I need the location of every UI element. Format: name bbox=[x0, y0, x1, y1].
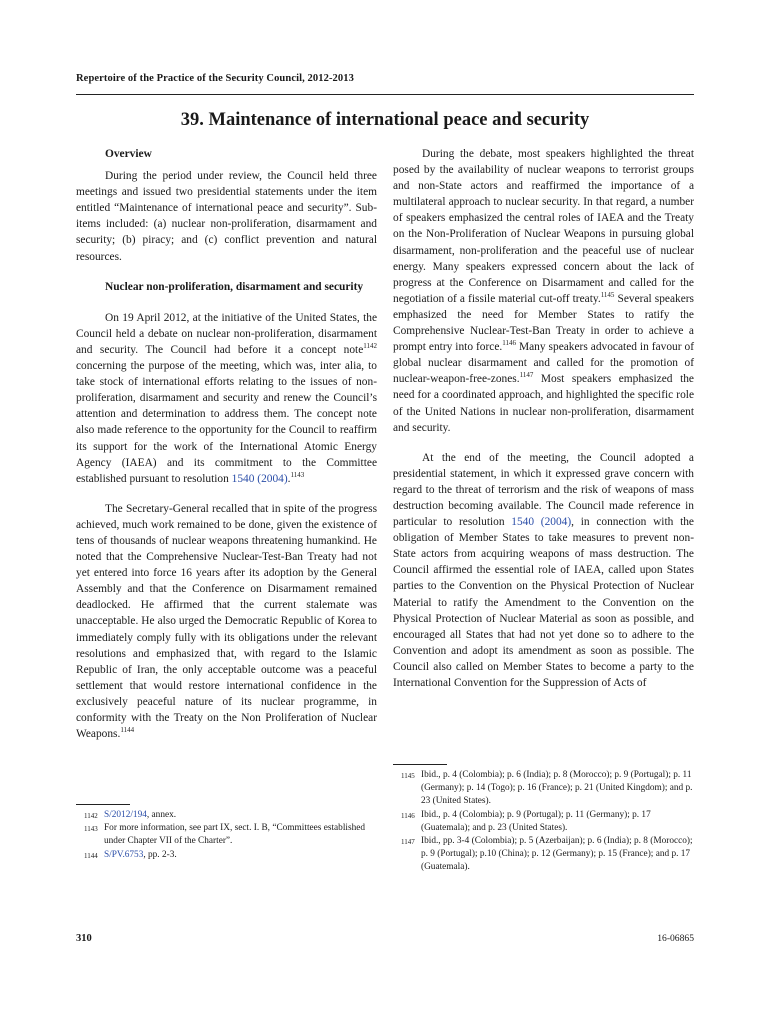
footnote-rule bbox=[76, 804, 130, 805]
footnote-ref-1143[interactable]: 1143 bbox=[290, 470, 305, 479]
chapter-title: 39. Maintenance of international peace and security bbox=[180, 110, 590, 130]
footnotes-right bbox=[393, 764, 694, 875]
footnote-1145: 1145 Ibid., p. 4 (Colombia); p. 6 (India); p. 8 (Morocco); p. 9 (Portugal); p. 11 (Germany); p. 14 (Togo); p. 16 (France); p. 21 (United Kingdom); and p. 23 (United States). bbox=[401, 770, 693, 807]
footnote-ref-1147[interactable]: 1147 bbox=[519, 371, 534, 380]
footnote-ref-1142[interactable]: 1142 bbox=[363, 341, 377, 350]
right-column bbox=[393, 146, 694, 705]
left-column bbox=[76, 146, 377, 756]
footnote-1142: 1142 S/2012/194, annex. bbox=[84, 810, 177, 820]
footnote-1147: 1147 Ibid., pp. 3-4 (Colombia); p. 5 (Azerbaijan); p. 6 (India); p. 8 (Morocco); p. 9 (Portugal); p.10 (China); p. 12 (Germany); p. 15 (France); and p. 17 (Guatemala). bbox=[401, 836, 693, 873]
resolution-1540-link[interactable]: 1540 (2004) bbox=[231, 472, 288, 485]
document-code: 16-06865 bbox=[657, 933, 694, 944]
footnote-1146: 1146 Ibid., p. 4 (Colombia); p. 9 (Portugal); p. 11 (Germany); p. 17 (Guatemala); and p. 23 (United States). bbox=[401, 809, 651, 833]
footnote-rule bbox=[393, 764, 447, 765]
header-rule bbox=[76, 94, 694, 95]
footnote-ref-1146[interactable]: 1146 bbox=[502, 339, 516, 348]
resolution-1540-link[interactable]: 1540 (2004) bbox=[511, 516, 572, 529]
doc-link-s-pv-6753[interactable]: S/PV.6753 bbox=[104, 849, 144, 860]
footnote-1143: 1143 For more information, see part IX, sect. I. B, “Committees established under Chapter VII of the Charter”. bbox=[84, 823, 366, 847]
paragraph-presidential-statement: At the end of the meeting, the Council adopted a presidential statement, in which it expressed grave concern with regard to the threat of terrorism and the risk of weapons of mass destruction becoming available. The Council made reference in particular to resolution 1540 (2004), in connection with the obligation of Member States to take measures to prevent non-State actors from acquiring weapons of mass destruction. The Council affirmed the essential role of IAEA, called upon States parties to the Convention on the Physical Protection of Nuclear Material to ratify the Amendment to the Convention on the Physical Protection of Nuclear Material as soon as possible, and encouraged all States that had not yet done so to adhere to the Convention and adopt its amendment as soon as possible. The Council also called on Member States to become a party to the International Convention for the Suppression of Acts of bbox=[393, 451, 694, 689]
page-number: 310 bbox=[76, 933, 92, 944]
paragraph-debate-intro: On 19 April 2012, at the initiative of the United States, the Council held a debate on nuclear non-proliferation, disarmament and security. The Council had before it a concept note$^{1142}$ concerning the purpose of the meeting, which was, inter alia, to take stock of international efforts relating to the issues of non-proliferation, disarmament and security and renew the Council’s attention and determination to address them. The concept note also made reference to the opportunity for the Council to reaffirm its support for the work of the International Atomic Energy Agency (IAEA) and its commitment to the Committee established pursuant to resolution 1540 (2004).$^{1143}$ bbox=[76, 311, 377, 485]
section-heading: Nuclear non-proliferation, disarmament and security bbox=[105, 280, 364, 293]
footnote-ref-1145[interactable]: 1145 bbox=[600, 290, 615, 299]
paragraph-secretary-general: The Secretary-General recalled that in spite of the progress achieved, much work remained to be done, given the existence of tens of thousands of nuclear weapons threatening humankind. He noted that the Comprehensive Nuclear-Test-Ban Treaty had not yet entered into force 16 years after its adoption by the General Assembly and that the Conference on Disarmament remained deadlocked. He affirmed that the current stalemate was unacceptable. He also urged the Democratic Republic of Korea to immediately comply fully with its obligations under the relevant resolutions and emphasized that, with regard to the Islamic Republic of Iran, the only acceptable outcome was a peaceful settlement that would restore international confidence in the exclusively peaceful nature of its nuclear programme, in conformity with the Treaty on the Non Proliferation of Nuclear Weapons.$^{1144}$ bbox=[76, 502, 377, 741]
running-head: Repertoire of the Practice of the Security Council, 2012-2013 bbox=[76, 73, 354, 84]
footnotes-left bbox=[76, 804, 377, 862]
paragraph-debate-speakers: During the debate, most speakers highlighted the threat posed by the availability of nuclear weapons to terrorist groups and non-State actors and reaffirmed the importance of a multilateral approach to nuclear security. In that regard, a number of speakers emphasized the central roles of IAEA and the Treaty on the Non-Proliferation of Nuclear Weapons in pursuing global disarmament, non-proliferation and the peaceful use of nuclear energy. Many speakers expressed concern about the lack of progress at the Conference on Disarmament and called for the negotiation of a fissile material cut-off treaty.$^{1145}$ Several speakers emphasized the need for Member States to ratify the Comprehensive Nuclear-Test-Ban Treaty in order to achieve a prompt entry into force.$^{1146}$ Many speakers advocated in favour of global nuclear disarmament and called for the promotion of nuclear-weapon-free-zones.$^{1147}$ Most speakers emphasized the need for a coordinated approach, and highlighted the specific role of the United Nations in nuclear non-proliferation, disarmament and security. bbox=[393, 148, 694, 434]
doc-link-s-2012-194[interactable]: S/2012/194 bbox=[104, 810, 147, 820]
footnote-1144: 1144 S/PV.6753, pp. 2-3. bbox=[84, 849, 177, 860]
overview-heading: Overview bbox=[105, 148, 152, 160]
overview-paragraph: During the period under review, the Council held three meetings and issued two presidential statements under the item entitled “Maintenance of international peace and security”. Sub-items included: (a) nuclear non-proliferation, disarmament and security; (b) piracy; and (c) conflict prevention and natural resources. bbox=[76, 170, 377, 263]
footnote-ref-1144[interactable]: 1144 bbox=[120, 726, 135, 735]
